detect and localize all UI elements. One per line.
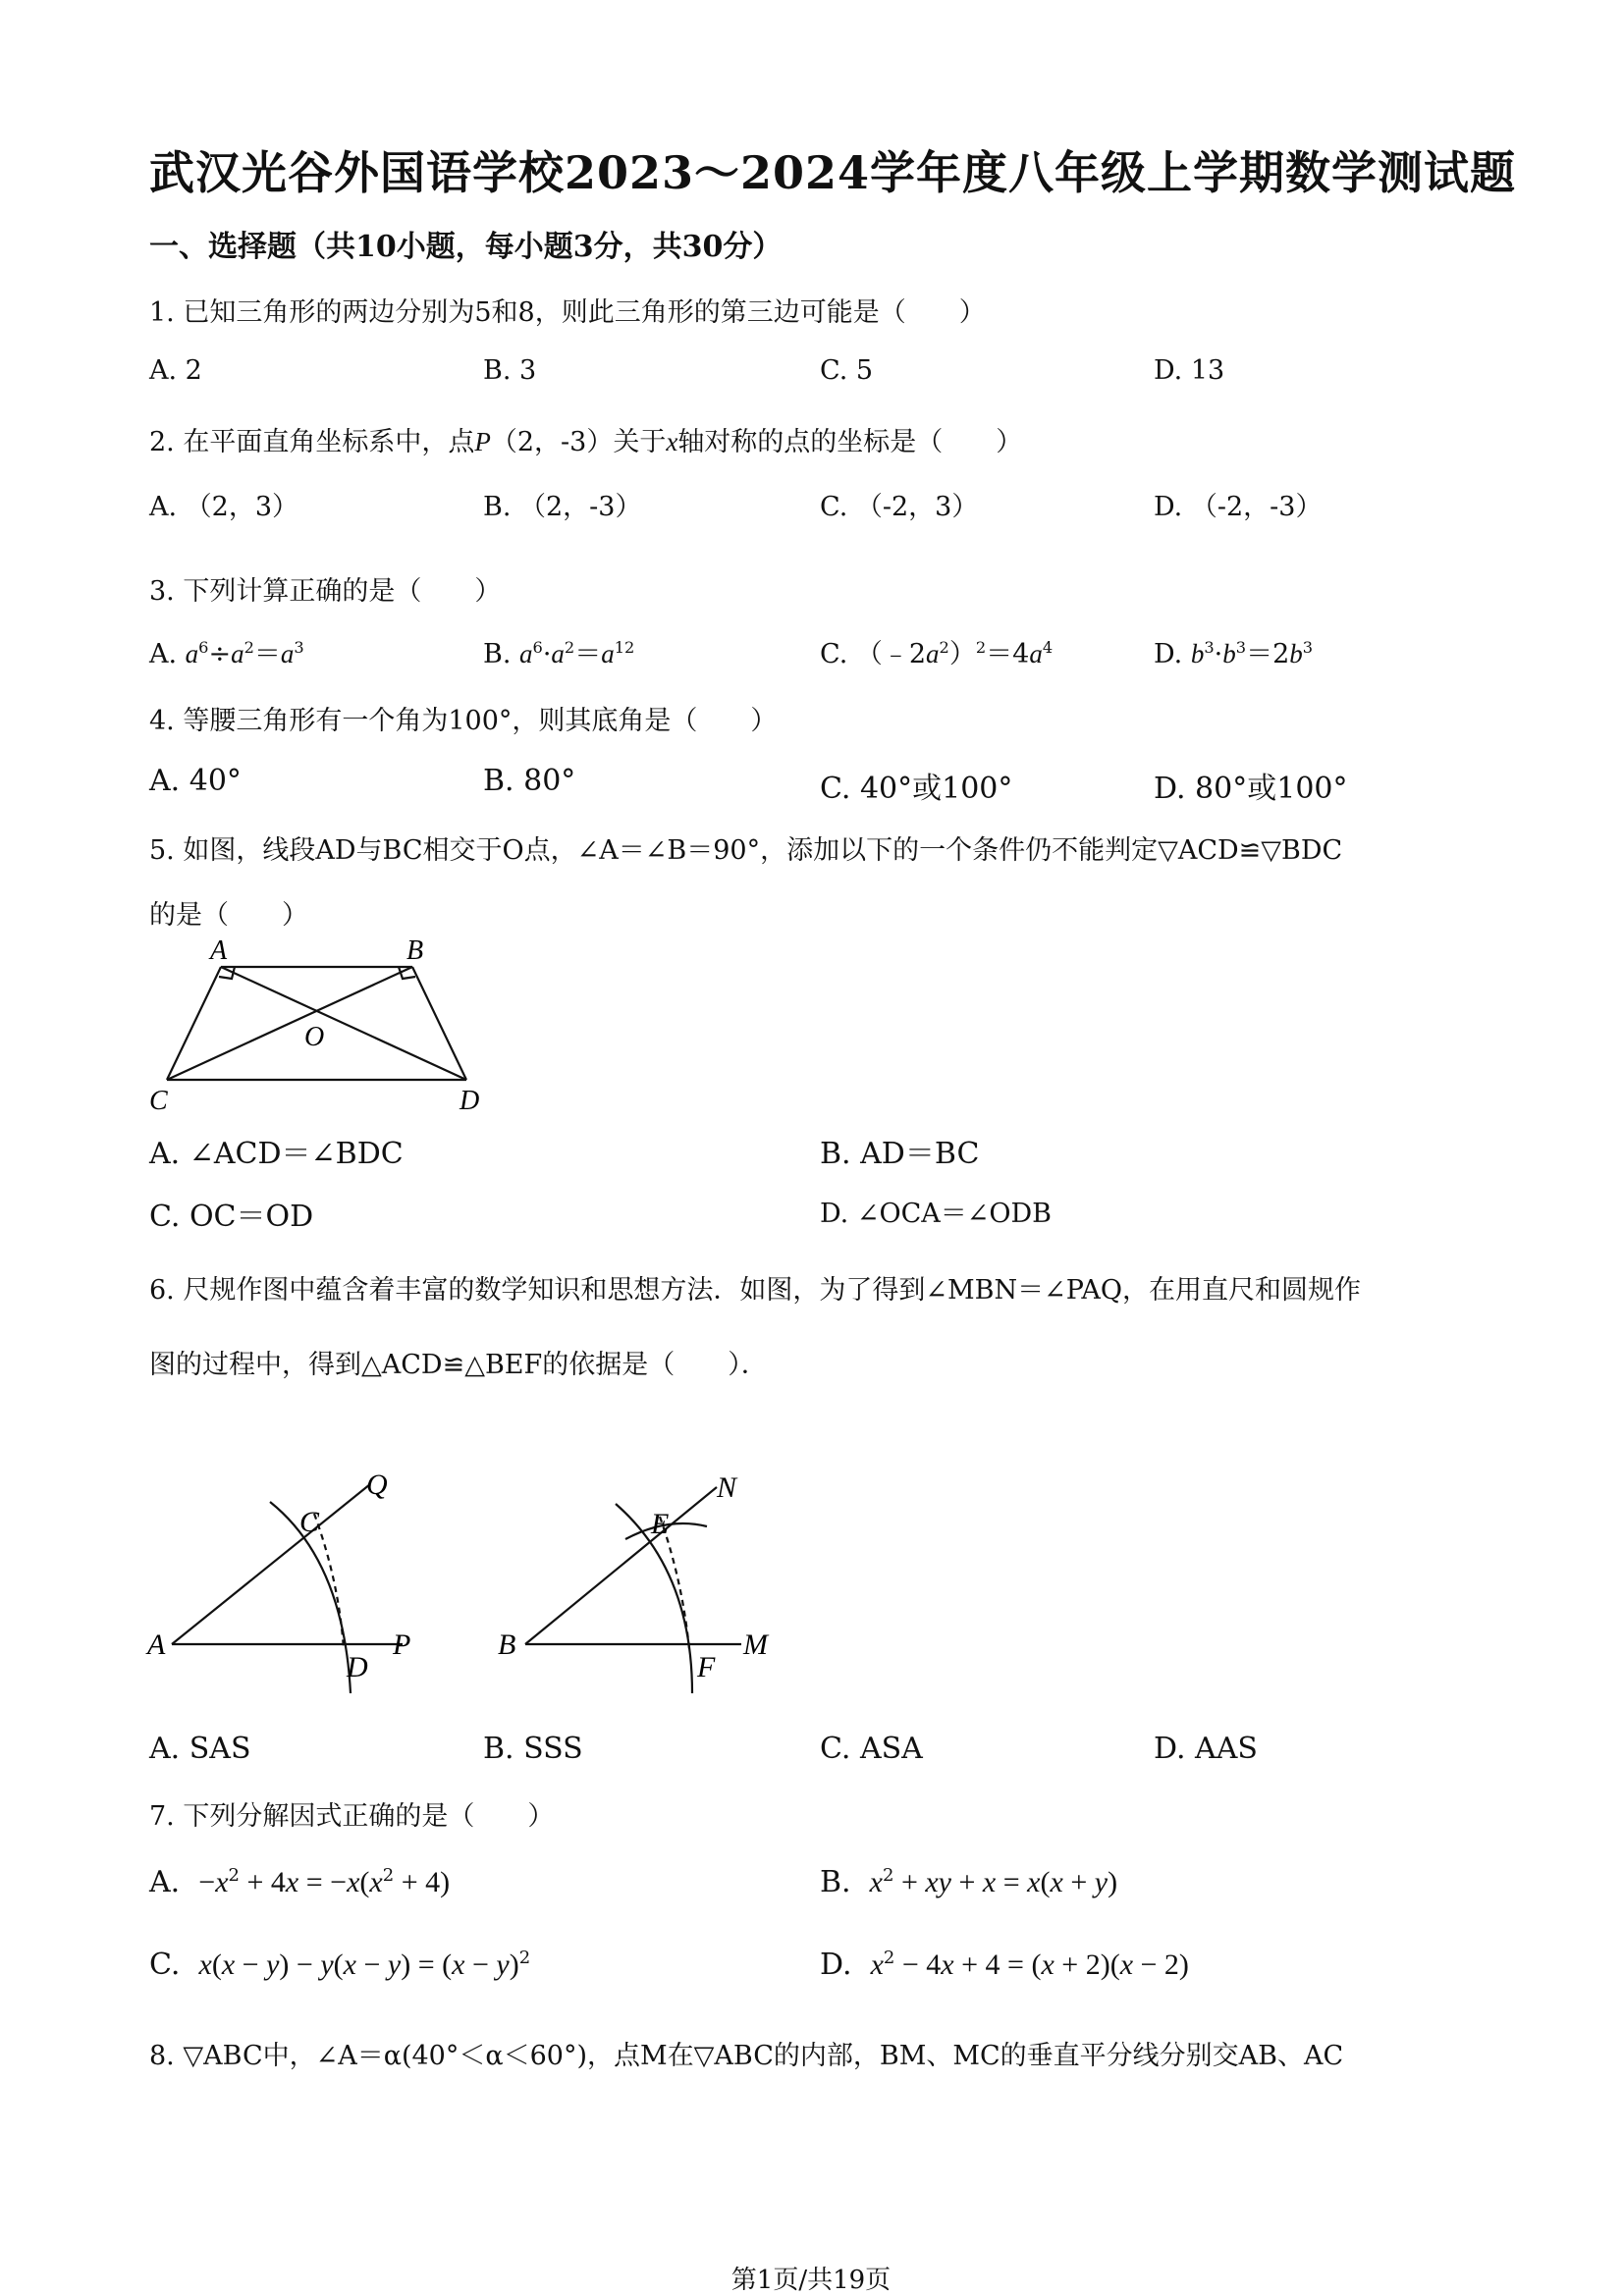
question-5-stem-line1: 5. 如图，线段AD与BC相交于O点，∠A＝∠B＝90°，添加以下的一个条件仍不能判定▽ACD≌▽BDC: [149, 835, 1343, 866]
question-2-stem: [149, 420, 1022, 458]
question-3-option-d: D. $b^3\cdot b^3=2b^3$: [1154, 638, 1314, 669]
fig5-label-c: C: [149, 1086, 168, 1114]
question-7-option-d: D. $x^2 - 4x + 4 = (x + 2)(x - 2)$: [820, 1948, 1189, 1982]
question-2-option-a: A. （2，3）: [149, 492, 299, 522]
section-heading: 一、选择题（共10小题，每小题3分，共30分）: [149, 230, 783, 264]
question-3-option-c: C. $(﹣2a^2)^2=4a^4$: [820, 638, 1054, 669]
question-5-stem-line2: 的是（ ）: [149, 900, 308, 931]
fig5-label-o: O: [304, 1022, 325, 1052]
fig6-label-c: C: [299, 1506, 320, 1538]
question-6-option-c: C. ASA: [820, 1732, 923, 1766]
question-1-stem: 1. 已知三角形的两边分别为5和8，则此三角形的第三边可能是（ ）: [149, 297, 986, 328]
question-5-option-b: B. AD＝BC: [820, 1137, 980, 1171]
fig6-label-e: E: [651, 1508, 670, 1540]
question-5-figure: [147, 937, 501, 1114]
question-1-option-a: A. 2: [149, 355, 202, 386]
question-5-option-a: A. ∠ACD＝∠BDC: [149, 1137, 404, 1171]
question-1-option-c: C. 5: [820, 355, 874, 386]
q2-axis-x: x: [666, 427, 678, 456]
question-5-option-d: D. ∠OCA＝∠ODB: [820, 1199, 1053, 1229]
question-4-option-d: D. 80°或100°: [1154, 772, 1348, 806]
q2-stem-post: 轴对称的点的坐标是（ ）: [677, 427, 1023, 457]
question-2-option-d: D. （-2，-3）: [1154, 492, 1323, 522]
fig6-label-a: A: [147, 1629, 166, 1661]
question-3-stem: 3. 下列计算正确的是（ ）: [149, 576, 502, 607]
page-footer: 第1页/共19页: [730, 2266, 892, 2295]
question-7-option-b: B. $x^2$ + xy + x = x(x + y): [820, 1865, 1118, 1899]
question-4-option-a: A. 40°: [149, 764, 242, 798]
question-3-option-b: B. $a^6\cdot a^2=a^{12}$: [483, 638, 635, 669]
fig6-label-f: F: [697, 1651, 716, 1683]
fig5-label-a: A: [210, 937, 228, 966]
question-8-stem: 8. ▽ABC中，∠A＝α(40°＜α＜60°)，点M在▽ABC的内部，BM、MC的垂直平分线分别交AB、AC: [149, 2041, 1344, 2071]
question-4-option-c: C. 40°或100°: [820, 772, 1013, 806]
question-5-option-c: C. OC＝OD: [149, 1200, 314, 1234]
page-title: 武汉光谷外国语学校2023～2024学年度八年级上学期数学测试题: [149, 146, 1517, 199]
fig6-label-m: M: [743, 1629, 768, 1661]
fig6-label-p: P: [393, 1629, 411, 1661]
fig5-label-d: D: [460, 1086, 480, 1114]
question-6-option-d: D. AAS: [1154, 1732, 1258, 1766]
question-7-option-a: A. $-x^2 + 4x = -x(x^2 + 4)$: [149, 1865, 451, 1899]
question-7-stem: 7. 下列分解因式正确的是（ ）: [149, 1801, 555, 1832]
question-3-option-a: A. $a^6\div a^2=a^3$: [149, 638, 304, 669]
fig6-label-q: Q: [366, 1468, 388, 1501]
q2-stem-mid: （2，-3）关于: [490, 427, 667, 457]
q2-point-p: P: [474, 427, 491, 456]
question-6-option-b: B. SSS: [483, 1732, 583, 1766]
question-1-option-b: B. 3: [483, 355, 537, 386]
question-6-stem-line2: 图的过程中，得到△ACD≌△BEF的依据是（ ）．: [149, 1350, 768, 1380]
fig6-label-n: N: [717, 1471, 737, 1504]
question-6-figure: [142, 1463, 810, 1698]
question-2-option-c: C. （-2，3）: [820, 492, 979, 522]
fig5-label-b: B: [406, 937, 424, 966]
question-6-stem-line1: 6. 尺规作图中蕴含着丰富的数学知识和思想方法．如图，为了得到∠MBN＝∠PAQ，在用直尺和圆规作: [149, 1275, 1362, 1306]
question-4-option-b: B. 80°: [483, 764, 576, 798]
question-7-option-c: C. $x(x - y) - y(x - y) = (x - y)^2$: [149, 1948, 531, 1982]
fig6-label-b: B: [498, 1629, 516, 1661]
question-4-stem: 4. 等腰三角形有一个角为100°，则其底角是（ ）: [149, 706, 778, 736]
q2-stem-pre: 2. 在平面直角坐标系中，点: [149, 427, 475, 457]
question-2-option-b: B. （2，-3）: [483, 492, 642, 522]
fig6-label-d: D: [347, 1651, 368, 1683]
question-6-option-a: A. SAS: [149, 1732, 251, 1766]
question-1-option-d: D. 13: [1154, 355, 1225, 386]
